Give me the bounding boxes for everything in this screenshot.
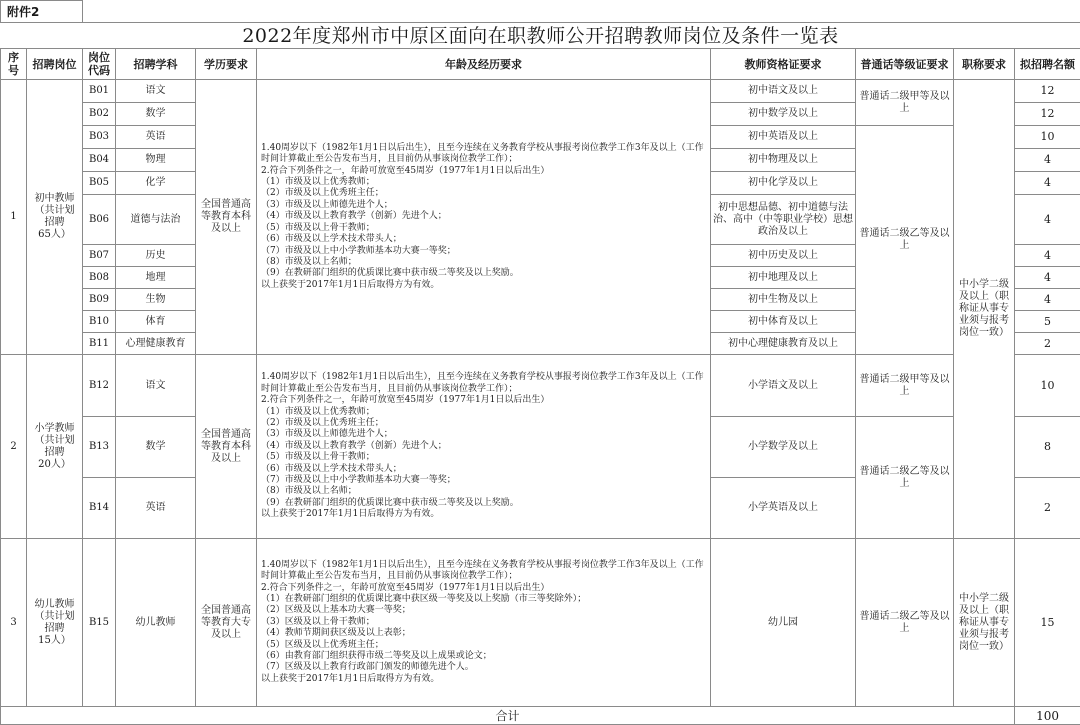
title-requirement: 中小学二级及以上（职称证从事专业须与报考岗位一致） xyxy=(954,539,1015,707)
hire-count: 12 xyxy=(1015,103,1080,126)
header-code: 岗位代码 xyxy=(83,49,116,80)
header-cert: 教师资格证要求 xyxy=(711,49,856,80)
subject: 道德与法治 xyxy=(116,195,196,245)
subject: 英语 xyxy=(116,478,196,539)
subject: 历史 xyxy=(116,245,196,267)
subject: 语文 xyxy=(116,355,196,417)
mandarin-requirement: 普通话二级乙等及以上 xyxy=(856,417,954,539)
cert-requirement: 初中历史及以上 xyxy=(711,245,856,267)
subject: 心理健康教育 xyxy=(116,333,196,355)
cert-requirement: 小学数学及以上 xyxy=(711,417,856,478)
table-row xyxy=(1,355,1080,417)
attachment-row-blank xyxy=(83,1,1080,23)
header-title-req: 职称要求 xyxy=(954,49,1015,80)
header-mandarin: 普通话等级证要求 xyxy=(856,49,954,80)
education-requirement: 全国普通高等教育本科及以上 xyxy=(196,80,257,355)
header-seq: 序号 xyxy=(1,49,27,80)
education-requirement: 全国普通高等教育大专及以上 xyxy=(196,539,257,707)
position-code: B15 xyxy=(83,539,116,707)
subject: 幼儿教师 xyxy=(116,539,196,707)
position-code: B13 xyxy=(83,417,116,478)
position-code: B07 xyxy=(83,245,116,267)
subject: 化学 xyxy=(116,172,196,195)
mandarin-requirement: 普通话二级甲等及以上 xyxy=(856,80,954,126)
cert-requirement: 小学语文及以上 xyxy=(711,355,856,417)
cert-requirement: 初中体育及以上 xyxy=(711,311,856,333)
position-code: B10 xyxy=(83,311,116,333)
position-code: B12 xyxy=(83,355,116,417)
cert-requirement: 幼儿园 xyxy=(711,539,856,707)
cert-requirement: 小学英语及以上 xyxy=(711,478,856,539)
total-row xyxy=(1,707,1080,725)
hire-count: 12 xyxy=(1015,80,1080,103)
cert-requirement: 初中地理及以上 xyxy=(711,267,856,289)
table-row xyxy=(1,80,1080,103)
hire-count: 4 xyxy=(1015,245,1080,267)
subject: 数学 xyxy=(116,417,196,478)
group-position: 小学教师 （共计划 招聘 20人） xyxy=(27,355,83,539)
header-position: 招聘岗位 xyxy=(27,49,83,80)
cert-requirement: 初中物理及以上 xyxy=(711,149,856,172)
position-code: B06 xyxy=(83,195,116,245)
subject: 生物 xyxy=(116,289,196,311)
hire-count: 5 xyxy=(1015,311,1080,333)
position-code: B08 xyxy=(83,267,116,289)
position-code: B11 xyxy=(83,333,116,355)
position-code: B09 xyxy=(83,289,116,311)
hire-count: 10 xyxy=(1015,355,1080,417)
mandarin-requirement: 普通话二级乙等及以上 xyxy=(856,539,954,707)
cert-requirement: 初中化学及以上 xyxy=(711,172,856,195)
subject: 地理 xyxy=(116,267,196,289)
hire-count: 4 xyxy=(1015,289,1080,311)
age-experience-requirement: 1.40周岁以下（1982年1月1日以后出生），且至今连续在义务教育学校从事报考岗位教学工作3年及以上（工作时间计算截止至公告发布当月，且目前仍从事该岗位教学工作）； 2.符合下列条件之一，年龄可放宽至45周岁（1977年1月1日以后出生） （1）市级及以上优秀教师； （2）市级及以上优秀班主任； （3）市级及以上师德先进个人； （4）市级及以上教育教学（创新）先进个人； （5）市级及以上骨干教师； （6）市级及以上学术技术带头人； （7）市级及以上中小学教师基本功大赛一等奖； （8）市级及以上名师； （9）在教研部门组织的优质课比赛中获市级二等奖及以上奖励。 以上获奖于2017年1月1日后取得方为有效。 xyxy=(257,80,711,355)
title-requirement: 中小学二级及以上（职称证从事专业须与报考岗位一致） xyxy=(954,80,1015,539)
hire-count: 4 xyxy=(1015,195,1080,245)
group-position: 初中教师 （共计划 招聘 65人） xyxy=(27,80,83,355)
position-code: B03 xyxy=(83,126,116,149)
position-code: B05 xyxy=(83,172,116,195)
cert-requirement: 初中语文及以上 xyxy=(711,80,856,103)
hire-count: 4 xyxy=(1015,149,1080,172)
group-seq: 1 xyxy=(1,80,27,355)
hire-count: 2 xyxy=(1015,333,1080,355)
subject: 语文 xyxy=(116,80,196,103)
hire-count: 4 xyxy=(1015,172,1080,195)
subject: 体育 xyxy=(116,311,196,333)
attachment-label: 附件2 xyxy=(1,1,83,23)
header-age-exp: 年龄及经历要求 xyxy=(257,49,711,80)
cert-requirement: 初中英语及以上 xyxy=(711,126,856,149)
hire-count: 10 xyxy=(1015,126,1080,149)
position-code: B01 xyxy=(83,80,116,103)
total-count: 100 xyxy=(1015,707,1080,725)
group-position: 幼儿教师 （共计划 招聘 15人） xyxy=(27,539,83,707)
header-count: 拟招聘名额 xyxy=(1015,49,1080,80)
cert-requirement: 初中思想品德、初中道德与法治、高中（中等职业学校）思想政治及以上 xyxy=(711,195,856,245)
subject: 物理 xyxy=(116,149,196,172)
cert-requirement: 初中心理健康教育及以上 xyxy=(711,333,856,355)
hire-count: 15 xyxy=(1015,539,1080,707)
cert-requirement: 初中生物及以上 xyxy=(711,289,856,311)
cert-requirement: 初中数学及以上 xyxy=(711,103,856,126)
education-requirement: 全国普通高等教育本科及以上 xyxy=(196,355,257,539)
age-experience-requirement: 1.40周岁以下（1982年1月1日以后出生），且至今连续在义务教育学校从事报考岗位教学工作3年及以上（工作时间计算截止至公告发布当月，且目前仍从事该岗位教学工作）； 2.符合下列条件之一，年龄可放宽至45周岁（1977年1月1日以后出生） （1）在教研部门组织的优质课比赛中获区级一等奖及以上奖励（市三等奖除外）； （2）区级及以上基本功大赛一等奖； （3）区级及以上骨干教师； （4）教师节期间获区级及以上表彰； （5）区级及以上优秀班主任； （6）由教育部门组织获得市级二等奖及以上成果或论文； （7）区级及以上教育行政部门颁发的师德先进个人。 以上获奖于2017年1月1日后取得方为有效。 xyxy=(257,539,711,707)
mandarin-requirement: 普通话二级甲等及以上 xyxy=(856,355,954,417)
header-row xyxy=(1,49,1080,80)
position-code: B14 xyxy=(83,478,116,539)
age-experience-requirement: 1.40周岁以下（1982年1月1日以后出生），且至今连续在义务教育学校从事报考岗位教学工作3年及以上（工作时间计算截止至公告发布当月，且目前仍从事该岗位教学工作）； 2.符合下列条件之一，年龄可放宽至45周岁（1977年1月1日以后出生） （1）市级及以上优秀教师； （2）市级及以上优秀班主任； （3）市级及以上师德先进个人； （4）市级及以上教育教学（创新）先进个人； （5）市级及以上骨干教师； （6）市级及以上学术技术带头人； （7）市级及以上中小学教师基本功大赛一等奖； （8）市级及以上名师； （9）在教研部门组织的优质课比赛中获市级二等奖及以上奖励。 以上获奖于2017年1月1日后取得方为有效。 xyxy=(257,355,711,539)
mandarin-requirement: 普通话二级乙等及以上 xyxy=(856,126,954,355)
header-education: 学历要求 xyxy=(196,49,257,80)
group-seq: 3 xyxy=(1,539,27,707)
page-title: 2022年度郑州市中原区面向在职教师公开招聘教师岗位及条件一览表 xyxy=(242,24,839,47)
hire-count: 4 xyxy=(1015,267,1080,289)
total-label: 合计 xyxy=(1,707,1015,725)
table-row xyxy=(1,539,1080,707)
hire-count: 2 xyxy=(1015,478,1080,539)
subject: 数学 xyxy=(116,103,196,126)
position-code: B04 xyxy=(83,149,116,172)
group-seq: 2 xyxy=(1,355,27,539)
hire-count: 8 xyxy=(1015,417,1080,478)
position-code: B02 xyxy=(83,103,116,126)
subject: 英语 xyxy=(116,126,196,149)
header-subject: 招聘学科 xyxy=(116,49,196,80)
